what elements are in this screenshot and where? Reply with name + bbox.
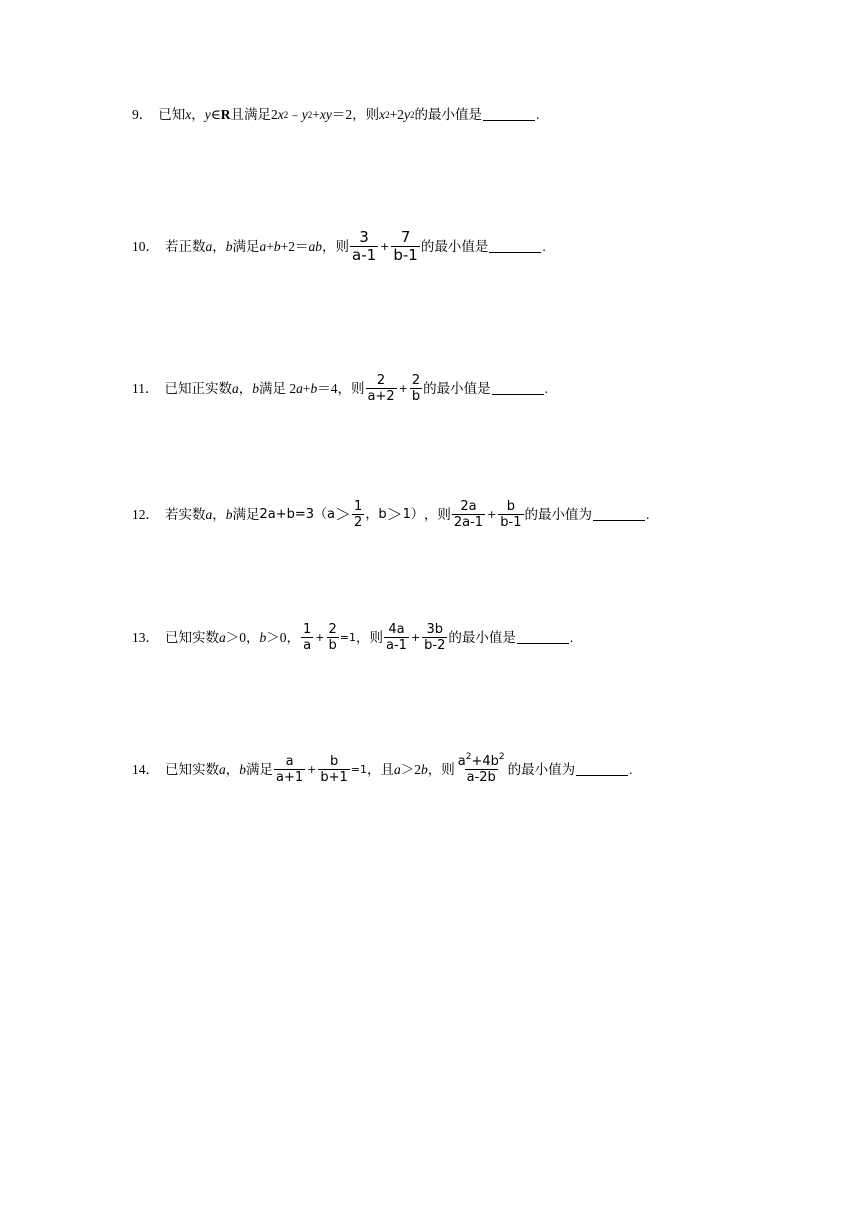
denominator: b-1	[500, 515, 522, 530]
var-a: a	[205, 506, 213, 522]
var-a: a	[232, 380, 239, 396]
denominator: b+1	[320, 770, 348, 785]
problem-text: 已知正实数	[164, 380, 232, 396]
problem-text: 满足	[246, 761, 273, 777]
var-a: a	[394, 761, 401, 777]
answer-blank[interactable]	[489, 240, 541, 253]
problem-number: 12．	[132, 506, 159, 522]
numerator: 1	[354, 499, 363, 514]
numerator: 4a	[388, 622, 405, 637]
period: .	[536, 107, 540, 122]
denominator: a-1	[386, 638, 407, 653]
problem-text: 若正数	[165, 238, 206, 254]
problem-text: ＞0，	[225, 629, 260, 645]
var-a: a	[205, 238, 213, 254]
fraction	[391, 230, 419, 263]
var-a: a	[308, 238, 316, 254]
denominator: b-1	[393, 246, 418, 264]
denominator: b-2	[424, 638, 446, 653]
answer-blank[interactable]	[576, 763, 628, 776]
fraction-half	[352, 500, 364, 529]
var-x: x	[185, 107, 192, 122]
numerator: 2	[328, 622, 337, 637]
problem-text: +2＝	[280, 238, 309, 254]
problem-text: 若实数	[165, 506, 206, 522]
numerator: 2	[411, 373, 421, 388]
problem-number: 10．	[132, 238, 159, 254]
problem-number: 11．	[132, 380, 159, 396]
problem-text: 已知实数	[165, 629, 219, 645]
problem-text: 的最小值是	[423, 380, 491, 396]
denominator: 2a-1	[453, 515, 484, 530]
comma: ，	[212, 506, 226, 522]
problem-text: ，且	[367, 761, 394, 777]
problem-text: ＝2，则	[331, 107, 380, 122]
answer-blank[interactable]	[517, 631, 569, 644]
numerator: a	[285, 754, 294, 769]
problem-text: 满足 2	[259, 380, 297, 396]
problem-text: 且满足	[230, 107, 271, 122]
var-a: a	[296, 380, 303, 396]
var-b: b	[259, 629, 267, 645]
problem-text: 的最小值是	[448, 629, 516, 645]
comma: ，	[225, 761, 240, 777]
problem-text: 满足	[232, 506, 260, 522]
period: .	[629, 761, 633, 777]
numerator: 2	[376, 373, 386, 388]
fraction	[350, 230, 378, 263]
problem-text: ，则	[427, 761, 455, 777]
var-b: b	[225, 506, 233, 522]
numerator: 1	[303, 622, 312, 637]
fraction	[410, 374, 422, 403]
problem-text: ＞0，	[266, 629, 300, 645]
numerator: b	[506, 499, 516, 514]
numerator: 2a	[460, 499, 477, 514]
problem-11: 11． 已知正实数 a ， b 满足 2 a + b ＝4，则 $\frac{2}{a+2}$ + $\frac{2}{b}$ 的最小值是 .	[132, 373, 549, 404]
problem-number: 13．	[132, 629, 159, 645]
var-a: a	[219, 629, 226, 645]
answer-blank[interactable]	[483, 108, 535, 121]
var-b: b	[273, 238, 281, 254]
problem-14: 14． 已知实数 a ， b 满足 $\frac{a}{a+1}$ + $\frac{b}{b+1}$ =1 ，且 a ＞2 b ，则 $\frac{a^2+4b^2}{a-2b}$ 的最小值为 .	[132, 752, 633, 785]
denominator: a-2b	[466, 770, 496, 785]
problem-10: 10． 若正数 a ， b 满足 a + b +2＝ a b ，则 $\frac{3}{a-1}$ + $\frac{7}{b-1}$ 的最小值是 .	[132, 228, 546, 264]
var-y: y	[325, 107, 332, 122]
problem-13: 13． 已知实数 a ＞0， b ＞0， $\frac{1}{a}$ + $\frac{2}{b}$ =1 ，则 $\frac{4a}{a-1}$ + $\frac{3b}{b-2}$ 的最小值是 .	[132, 622, 574, 653]
period: .	[542, 238, 546, 254]
problem-text: 已知	[158, 107, 186, 122]
comma: ，	[212, 238, 226, 254]
problem-text: ＝4，则	[317, 380, 365, 396]
problem-text: 的最小值为	[507, 761, 576, 777]
fraction	[452, 500, 485, 529]
element-of: ∈	[210, 107, 221, 122]
numerator: 3b	[426, 622, 444, 637]
period: .	[544, 380, 549, 396]
denominator: a+1	[276, 770, 304, 785]
denominator: a-1	[352, 246, 377, 264]
problem-text: ，则	[322, 238, 349, 254]
var-b: b	[421, 761, 428, 777]
plus: +	[312, 107, 320, 122]
problem-text: 的最小值是	[420, 238, 489, 254]
equals-one: =1	[339, 631, 356, 644]
period: .	[646, 506, 650, 522]
fraction	[327, 623, 339, 652]
fraction	[366, 374, 397, 403]
denominator: a	[303, 638, 312, 653]
numerator: $a^2+4b^2$	[457, 752, 505, 769]
var-x: x	[379, 107, 386, 122]
problem-text: 满足	[232, 238, 260, 254]
greater-than: ＞	[335, 504, 352, 524]
var-b: b	[310, 380, 318, 396]
problem-9: 9． 已知 x ， y ∈ R 且满足 2 x 2 ﹣ y 2 + x y ＝2，则 x 2 +2 y 2 的最小值是 .	[132, 107, 540, 122]
fraction	[422, 623, 447, 652]
var-y: y	[204, 107, 211, 122]
denominator: a+2	[367, 389, 395, 404]
answer-blank[interactable]	[593, 508, 645, 521]
constraint-text: 1）	[402, 507, 424, 522]
coef: 2	[271, 107, 278, 122]
minus: ﹣	[288, 107, 302, 122]
problem-12: 12． 若实数 a ， b 满足 2a+b=3（a ＞ $\frac{1}{2}$ ，b ＞ 1） ，则 $\frac{2a}{2a-1}$ + $\frac{b}{b-1}$ 的最小值为 .	[132, 499, 650, 530]
var-b: b	[239, 761, 246, 777]
greater-than: ＞	[386, 504, 403, 524]
comma: ，	[238, 380, 253, 396]
var-b: b	[315, 238, 322, 254]
var-a: a	[219, 761, 226, 777]
var-a: a	[259, 238, 267, 254]
fraction	[318, 755, 349, 784]
var-b: b	[225, 238, 233, 254]
problem-text: 的最小值是	[414, 107, 482, 122]
problem-text: ＞2	[400, 761, 421, 777]
problem-text: ，则	[423, 506, 451, 522]
var-b: b	[252, 380, 259, 396]
problem-number: 9．	[132, 107, 153, 122]
fraction	[498, 500, 523, 529]
denominator: 2	[354, 515, 363, 530]
numerator: 7	[400, 228, 411, 246]
problem-text: 的最小值为	[524, 506, 593, 522]
var-y: y	[301, 107, 308, 122]
fraction	[384, 623, 409, 652]
reals-symbol: R	[220, 107, 231, 122]
var-x: x	[277, 107, 284, 122]
problem-text: 已知实数	[165, 761, 219, 777]
comma: ，	[191, 107, 205, 122]
fraction	[301, 623, 313, 652]
numerator: 3	[359, 228, 369, 246]
plus: +2	[389, 107, 404, 122]
var-x: x	[319, 107, 326, 122]
fraction	[274, 755, 305, 784]
answer-blank[interactable]	[492, 382, 544, 395]
fraction	[456, 752, 507, 785]
var-y: y	[404, 107, 410, 122]
numerator: b	[329, 754, 339, 769]
problem-number: 14．	[132, 761, 159, 777]
equals-one: =1	[350, 763, 367, 776]
denominator: b	[328, 638, 337, 653]
constraint-equation: 2a+b=3（a	[259, 507, 336, 522]
period: .	[569, 629, 574, 645]
constraint-text: ，b	[365, 507, 387, 522]
denominator: b	[411, 389, 421, 404]
problem-text: ，则	[356, 629, 383, 645]
